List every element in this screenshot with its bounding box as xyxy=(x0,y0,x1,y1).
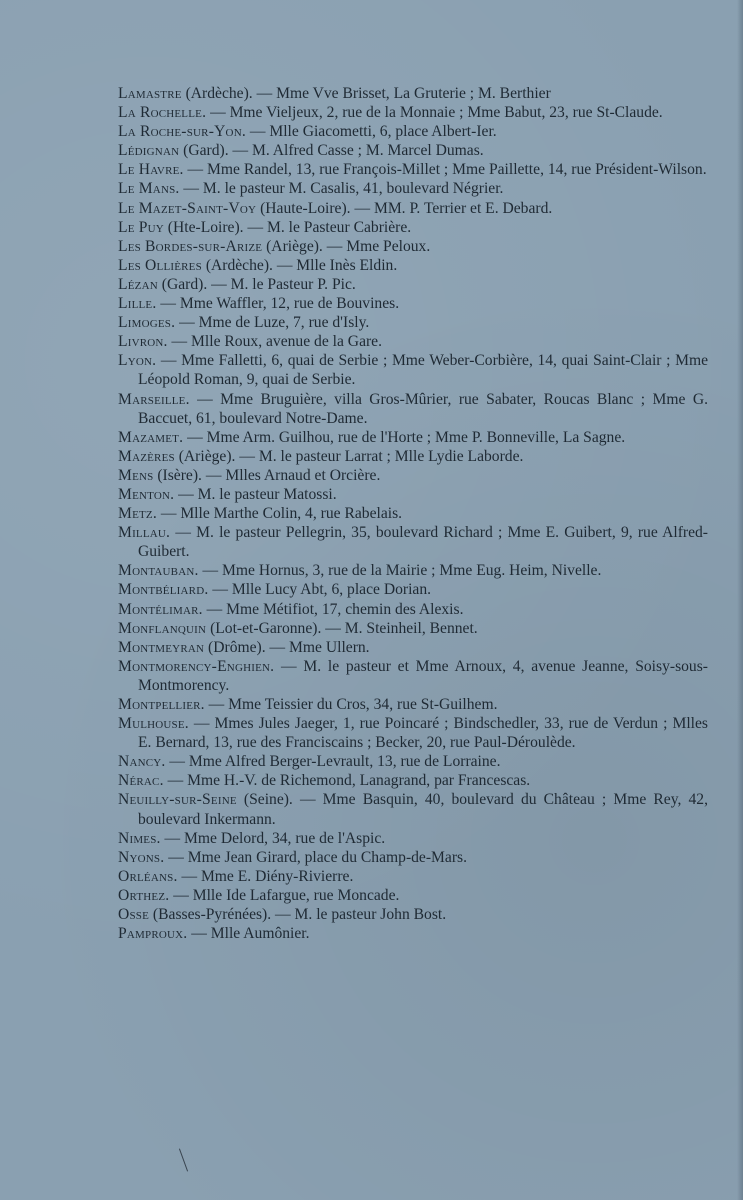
city-name: Montmeyran xyxy=(118,638,205,656)
city-name: Les Ollières xyxy=(118,256,202,274)
city-name: Le Havre. xyxy=(118,161,184,179)
entry-detail: — Mme Jean Girard, place du Champ-de-Mars. xyxy=(164,848,467,866)
entry-detail: (Basses-Pyrénées). — M. le pasteur John Bost. xyxy=(149,906,447,924)
city-name: Montélimar. xyxy=(118,600,203,618)
city-name: Montauban. xyxy=(118,562,199,580)
entry-detail: — M. le pasteur Matossi. xyxy=(174,485,337,503)
city-name: Pamproux. xyxy=(118,925,188,943)
city-name: Montpellier. xyxy=(118,696,205,713)
list-item xyxy=(118,714,708,752)
address-list xyxy=(118,84,708,943)
list-item xyxy=(118,237,708,256)
list-item xyxy=(118,523,708,561)
list-item xyxy=(118,466,708,485)
city-name: Nancy. xyxy=(118,753,166,771)
list-item xyxy=(118,447,708,466)
list-item xyxy=(118,886,708,905)
list-item xyxy=(118,122,708,141)
entry-detail: (Haute-Loire). — MM. P. Terrier et E. Debard. xyxy=(256,199,553,217)
city-name: Lyon. xyxy=(118,352,157,370)
city-name: Montbéliard. xyxy=(118,581,209,599)
entry-detail: (Ariège). — M. le pasteur Larrat ; Mlle Lydie Laborde. xyxy=(174,447,524,465)
city-name: Menton. xyxy=(118,485,175,503)
list-item xyxy=(118,218,708,237)
city-name: Millau. xyxy=(118,524,171,542)
entry-detail: — Mme de Luze, 7, rue d'Isly. xyxy=(175,314,370,332)
city-name: Lamastre xyxy=(118,85,182,102)
city-name: Lézan xyxy=(118,275,158,293)
entry-detail: (Ardèche). — Mme Vve Brisset, La Gruterie ; M. Berthier xyxy=(181,85,551,102)
city-name: Orléans. xyxy=(118,867,178,885)
city-name: La Roche-sur-Yon. xyxy=(118,123,246,141)
entry-detail: — M. le pasteur Pellegrin, 35, boulevard Richard ; Mme E. Guibert, 9, rue Alfred-Guibert. xyxy=(138,524,708,561)
city-name: Limoges. xyxy=(118,314,176,332)
list-item xyxy=(118,752,708,771)
entry-detail: — Mme Alfred Berger-Levrault, 13, rue de Lorraine. xyxy=(165,753,501,771)
city-name: Nimes. xyxy=(118,829,161,847)
entry-detail: — Mme Falletti, 6, quai de Serbie ; Mme Weber-Corbière, 14, quai Saint-Clair ; Mme Léopold Roman, 9, quai de Serbie. xyxy=(138,352,708,389)
city-name: Osse xyxy=(118,906,150,924)
entry-detail: (Hte-Loire). — M. le Pasteur Cabrière. xyxy=(163,218,412,236)
list-item xyxy=(118,600,708,619)
list-item xyxy=(118,199,708,218)
city-name: Mazères xyxy=(118,447,175,465)
city-name: Monflanquin xyxy=(118,619,207,637)
page-edge-shadow xyxy=(737,0,743,1200)
city-name: Les Bordes-sur-Arize xyxy=(118,237,263,255)
list-item xyxy=(118,275,708,294)
list-item xyxy=(118,160,708,179)
entry-detail: (Lot-et-Garonne). — M. Steinheil, Bennet. xyxy=(206,619,478,637)
list-item xyxy=(118,924,708,943)
entry-detail: — Mlle Aumônier. xyxy=(187,925,310,943)
entry-detail: (Drôme). — Mme Ullern. xyxy=(204,638,370,656)
city-name: Le Mans. xyxy=(118,180,180,198)
entry-detail: — Mme Hornus, 3, rue de la Mairie ; Mme Eug. Heim, Nivelle. xyxy=(198,562,602,580)
city-name: Le Mazet-Saint-Voy xyxy=(118,199,257,217)
list-item xyxy=(118,695,708,714)
list-item xyxy=(118,848,708,867)
paper-mark xyxy=(179,1149,188,1172)
list-item xyxy=(118,256,708,275)
city-name: Neuilly-sur-Seine xyxy=(118,791,237,809)
entry-detail: — Mme Waffler, 12, rue de Bouvines. xyxy=(156,295,400,313)
entry-detail: (Gard). — M. Alfred Casse ; M. Marcel Dumas. xyxy=(179,142,484,160)
entry-detail: — M. le pasteur M. Casalis, 41, boulevard Négrier. xyxy=(179,180,504,198)
city-name: Le Puy xyxy=(118,218,164,236)
entry-detail: — Mlle Roux, avenue de la Gare. xyxy=(167,333,383,351)
entry-detail: — Mme Vieljeux, 2, rue de la Monnaie ; Mme Babut, 23, rue St-Claude. xyxy=(206,104,663,122)
list-item xyxy=(118,867,708,886)
entry-detail: — Mlle Marthe Colin, 4, rue Rabelais. xyxy=(156,505,403,523)
list-item xyxy=(118,790,708,828)
list-item xyxy=(118,390,708,428)
list-item xyxy=(118,428,708,447)
city-name: Lédignan xyxy=(118,142,180,160)
list-item xyxy=(118,771,708,790)
entry-detail: — Mme H.-V. de Richemond, Lanagrand, par Francescas. xyxy=(163,772,531,790)
list-item xyxy=(118,313,708,332)
entry-detail: — Mlle Giacometti, 6, place Albert-Ier. xyxy=(245,123,497,141)
list-item xyxy=(118,294,708,313)
list-item xyxy=(118,141,708,160)
city-name: Lille. xyxy=(118,295,157,313)
list-item xyxy=(118,84,708,103)
entry-detail: — Mlle Ide Lafargue, rue Moncade. xyxy=(169,886,400,904)
entry-detail: — Mme Delord, 34, rue de l'Aspic. xyxy=(160,829,386,847)
list-item xyxy=(118,580,708,599)
list-item xyxy=(118,638,708,657)
entry-detail: — Mme Arm. Guilhou, rue de l'Horte ; Mme P. Bonneville, La Sagne. xyxy=(183,428,626,446)
list-item xyxy=(118,657,708,695)
list-item xyxy=(118,351,708,389)
list-item xyxy=(118,905,708,924)
city-name: Metz. xyxy=(118,505,157,523)
entry-detail: — M. le pasteur et Mme Arnoux, 4, avenue Jeanne, Soisy-sous-Montmorency. xyxy=(138,657,708,694)
list-item xyxy=(118,504,708,523)
entry-detail: (Gard). — M. le Pasteur P. Pic. xyxy=(157,275,356,293)
city-name: Marseille. xyxy=(118,390,190,408)
city-name: La Rochelle. xyxy=(118,104,207,122)
entry-detail: (Ariège). — Mme Peloux. xyxy=(262,237,431,255)
entry-detail: (Ardèche). — Mlle Inès Eldin. xyxy=(201,256,398,274)
entry-detail: — Mme E. Diény-Rivierre. xyxy=(177,867,354,885)
entry-detail: — Mme Teissier du Cros, 34, rue St-Guilhem. xyxy=(204,696,498,713)
city-name: Livron. xyxy=(118,333,168,351)
list-item xyxy=(118,332,708,351)
entry-detail: — Mme Métifiot, 17, chemin des Alexis. xyxy=(202,600,464,618)
entry-detail: — Mme Randel, 13, rue François-Millet ; Mme Paillette, 14, rue Président-Wilson. xyxy=(183,161,707,179)
entry-detail: — Mlle Lucy Abt, 6, place Dorian. xyxy=(208,581,432,599)
entry-detail: — Mme Bruguière, villa Gros-Mûrier, rue Sabater, Roucas Blanc ; Mme G. Baccuet, 61, boulevard Notre-Dame. xyxy=(138,390,708,427)
city-name: Mens xyxy=(118,466,154,484)
entry-detail: (Seine). — Mme Basquin, 40, boulevard du Château ; Mme Rey, 42, boulevard Inkermann. xyxy=(138,791,708,828)
list-item xyxy=(118,179,708,198)
list-item xyxy=(118,103,708,122)
entry-detail: — Mmes Jules Jaeger, 1, rue Poincaré ; Bindschedler, 33, rue de Verdun ; Mlles E. Bernard, 13, rue des Franciscains ; Becker, 20, rue Paul-Déroulède. xyxy=(138,715,708,752)
city-name: Mazamet. xyxy=(118,428,184,446)
city-name: Nérac. xyxy=(118,772,164,790)
list-item xyxy=(118,829,708,848)
entry-detail: (Isère). — Mlles Arnaud et Orcière. xyxy=(153,466,381,484)
city-name: Orthez. xyxy=(118,886,170,904)
city-name: Mulhouse. xyxy=(118,715,189,733)
list-item xyxy=(118,485,708,504)
city-name: Montmorency-Enghien. xyxy=(118,657,275,675)
city-name: Nyons. xyxy=(118,848,165,866)
list-item xyxy=(118,561,708,580)
list-item xyxy=(118,619,708,638)
